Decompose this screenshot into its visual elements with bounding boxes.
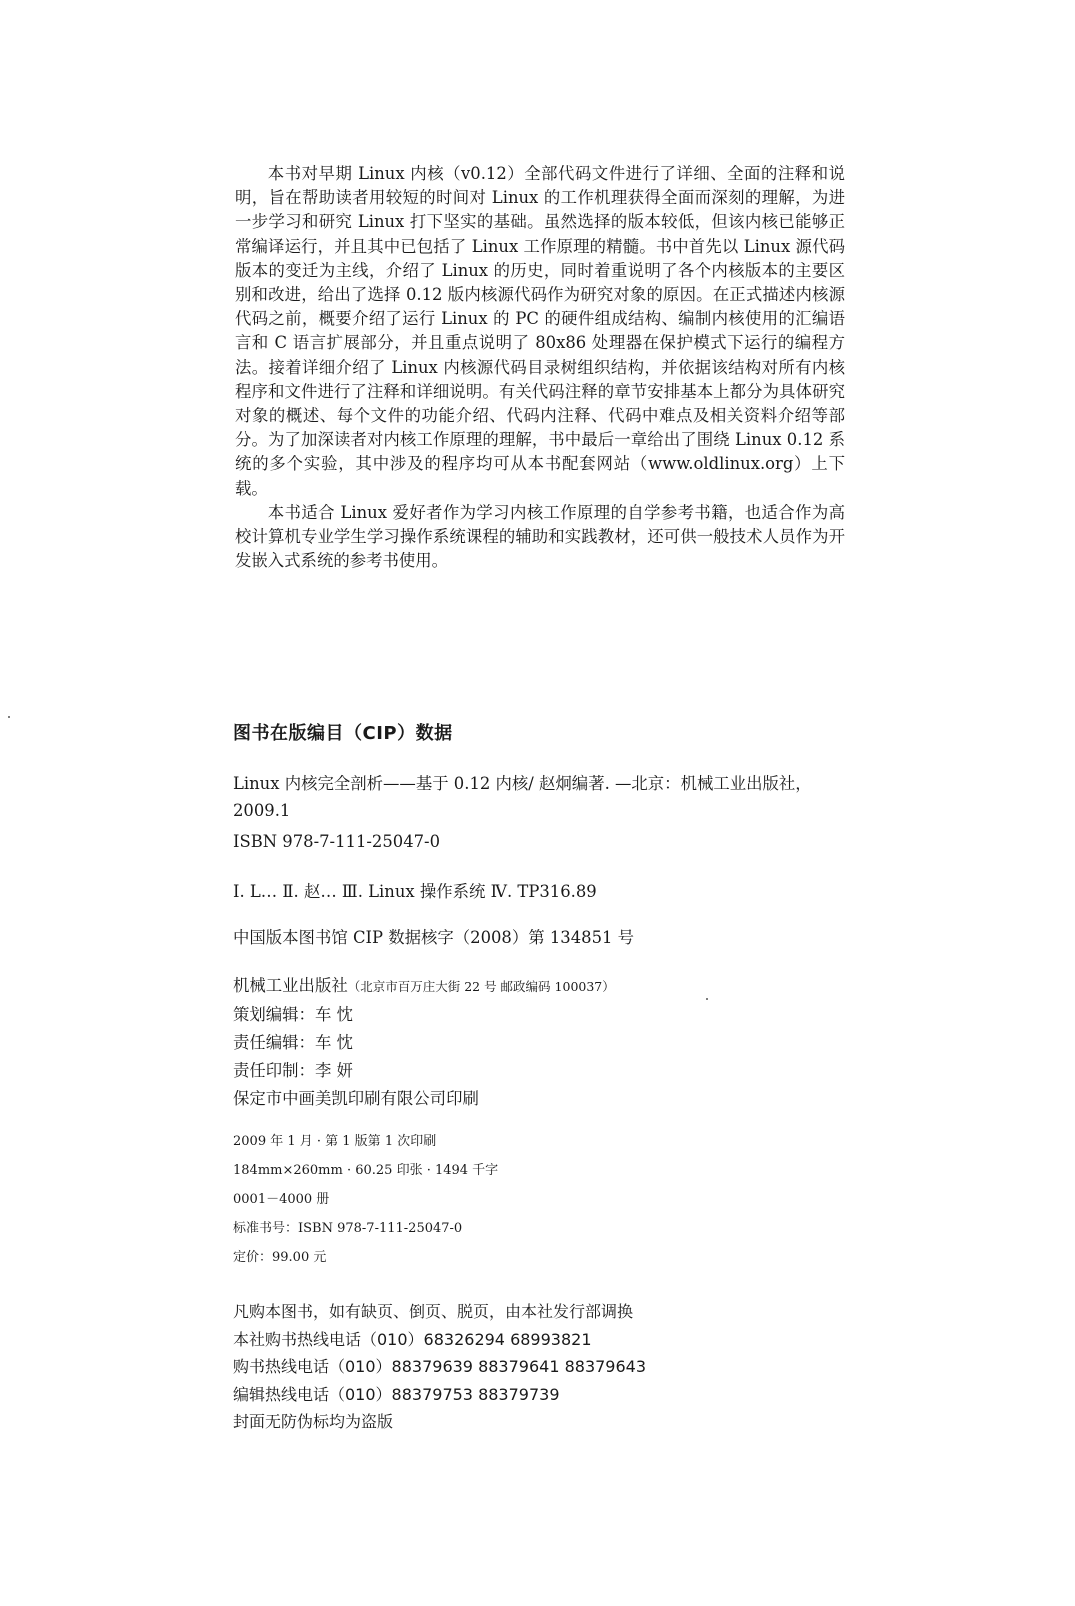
scan-speck: [706, 998, 708, 1000]
cip-number: 中国版本图书馆 CIP 数据核字（2008）第 134851 号: [233, 928, 635, 947]
purchase-notice: [233, 1298, 646, 1436]
publisher-line: [233, 972, 615, 1001]
print-edition: 2009 年 1 月 · 第 1 版第 1 次印刷: [233, 1134, 437, 1149]
print-format: 184mm×260mm · 60.25 印张 · 1494 千字: [233, 1163, 499, 1178]
abstract-paragraph-1: 本书对早期 Linux 内核（v0.12）全部代码文件进行了详细、全面的注释和说明，旨在帮助读者用较短的时间对 Linux 的工作机理获得全面而深刻的理解，为进一步学习和研究 Linux 打下坚实的基础。虽然选择的版本较低，但该内核已能够正常编译运行，并且其中已包括了 Linux 工作原理的精髓。书中首先以 Linux 源代码版本的变迁为主线，介绍了 Linux 的历史，同时着重说明了各个内核版本的主要区别和改进，给出了选择 0.12 版内核源代码作为研究对象的原因。在正式描述内核源代码之前，概要介绍了运行 Linux 的 PC 的硬件组成结构、编制内核使用的汇编语言和 C 语言扩展部分，并且重点说明了 80x86 处理器在保护模式下运行的编程方法。接着详细介绍了 Linux 内核源代码目录树组织结构，并依据该结构对所有内核程序和文件进行了注释和详细说明。有关代码注释的章节安排基本上都分为具体研究对象的概述、每个文件的功能介绍、代码内注释、代码中难点及相关资料介绍等部分。为了加深读者对内核工作原理的理解，书中最后一章给出了围绕 Linux 0.12 系统的多个实验，其中涉及的程序均可从本书配套网站（www.oldlinux.org）上下载。: [235, 164, 845, 498]
notice-line-3: 购书热线电话（010）88379639 88379641 88379643: [233, 1357, 647, 1376]
notice-line-1: 凡购本图书，如有缺页、倒页、脱页，由本社发行部调换: [233, 1302, 634, 1321]
cip-title: 图书在版编目（CIP）数据: [233, 723, 453, 744]
print-info-block: [233, 1127, 498, 1272]
responsible-editor: 责任编辑：车 忱: [233, 1033, 353, 1052]
cip-entry: Linux 内核完全剖析——基于 0.12 内核/ 赵炯编著. —北京：机械工业出版社，2009.1: [233, 774, 812, 820]
responsible-printing: 责任印制：李 妍: [233, 1061, 353, 1080]
notice-line-4: 编辑热线电话（010）88379753 88379739: [233, 1384, 560, 1404]
notice-line-2: 本社购书热线电话（010）68326294 68993821: [233, 1329, 592, 1349]
publisher-name: 机械工业出版社: [233, 976, 348, 995]
price: 定价：99.00 元: [233, 1250, 327, 1265]
planning-editor: 策划编辑：车 忱: [233, 1005, 353, 1024]
abstract-paragraph-2: 本书适合 Linux 爱好者作为学习内核工作原理的自学参考书籍，也适合作为高校计算机专业学生学习操作系统课程的辅助和实践教材，还可供一般技术人员作为开发嵌入式系统的参考书使用。: [235, 502, 845, 571]
standard-book-number: 标准书号：ISBN 978-7-111-25047-0: [233, 1221, 463, 1236]
scan-speck: [8, 716, 10, 718]
book-abstract: [235, 162, 845, 573]
cip-classification: Ⅰ. L… Ⅱ. 赵… Ⅲ. Linux 操作系统 Ⅳ. TP316.89: [233, 882, 597, 901]
publisher-address: （北京市百万庄大街 22 号 邮政编码 100037）: [347, 979, 615, 994]
publisher-block: [233, 972, 615, 1113]
print-copies: 0001－4000 册: [233, 1192, 330, 1207]
notice-line-5: 封面无防伪标均为盗版: [233, 1412, 394, 1431]
cip-isbn: ISBN 978-7-111-25047-0: [233, 832, 441, 851]
printer: 保定市中画美凯印刷有限公司印刷: [233, 1089, 479, 1108]
